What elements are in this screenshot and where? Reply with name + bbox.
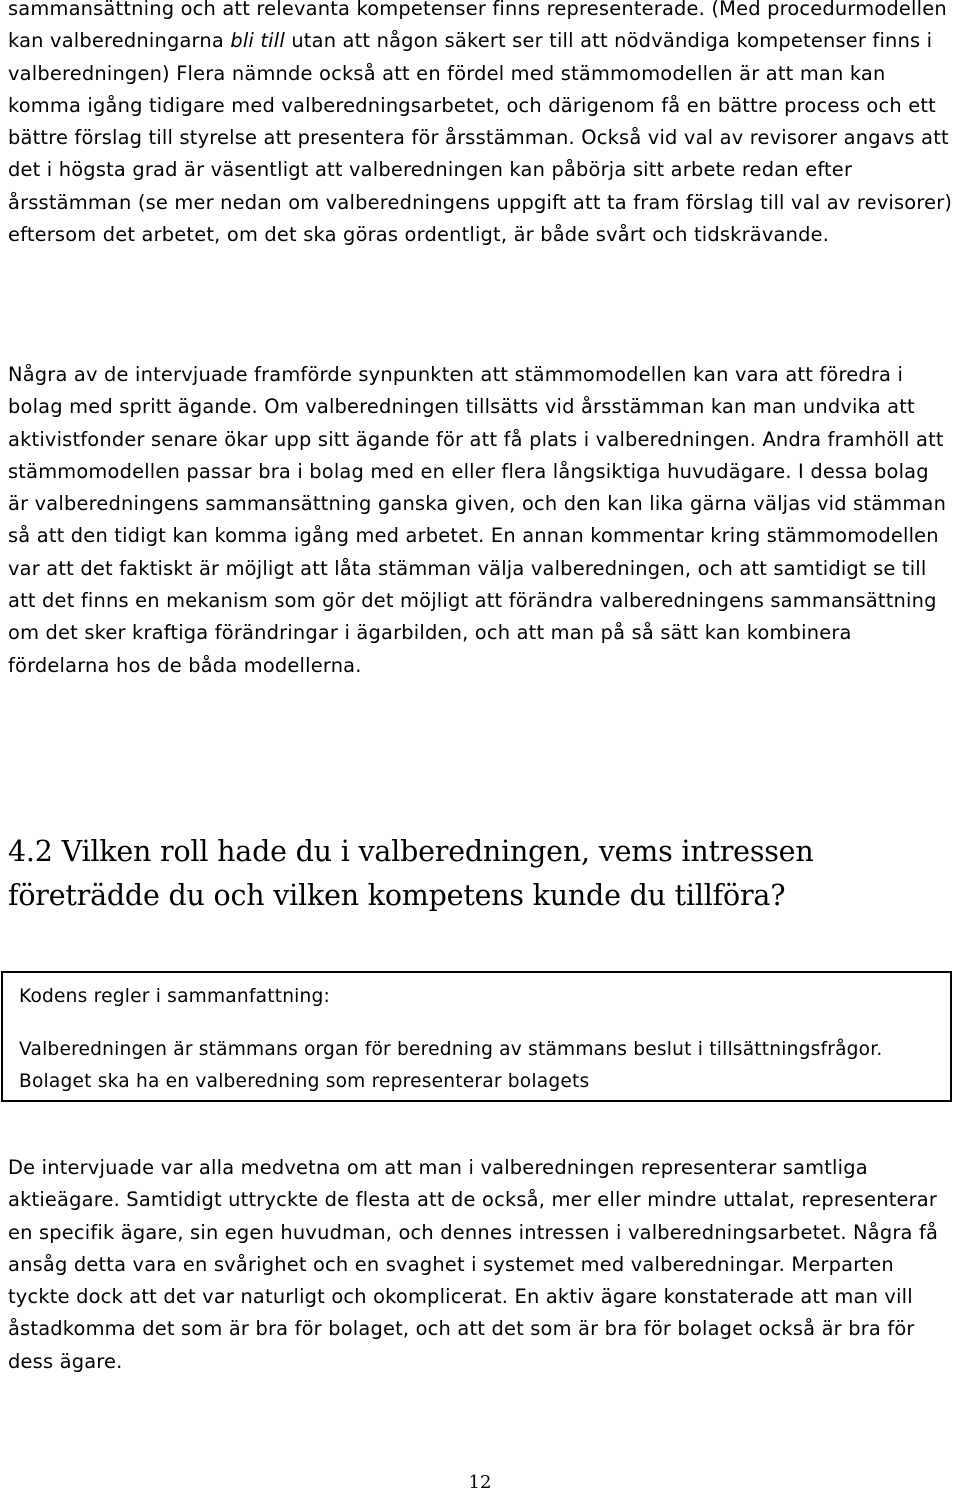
- code-rules-summary-box: [1, 971, 952, 1102]
- code-rules-summary-text: Valberedningen är stämmans organ för beredning av stämmans beslut i tillsättningsfrågor. Bolaget ska ha en valberedning som representerar bolagets: [19, 1039, 883, 1092]
- page-number: 12: [468, 1472, 492, 1493]
- paragraph-representation: De intervjuade var alla medvetna om att man i valberedningen representerar samtliga aktieägare. Samtidigt uttryckte de flesta att de också, mer eller mindre uttalat, representerar en specifik ägare, sin egen huvudman, och dennes intressen i valberedningsarbetet. Några få ansåg detta vara en svårighet och en svaghet i systemet med valberedningar. Merparten tyckte dock att det var naturligt och okomplicerat. En aktiv ägare konstaterade att man vill åstadkomma det som är bra för bolaget, och att det som är bra för bolaget också är bra för dess ägare.: [8, 1156, 939, 1373]
- emphasis-bli-till: bli till: [230, 29, 285, 53]
- paragraph-stammomodellen-advantages: [8, 0, 953, 251]
- paragraph-1-text-start: sammansättning och att relevanta kompetenser finns representerade. (Med procedurmodellen kan valberedningarna: [8, 0, 947, 53]
- code-rules-summary-title: Kodens regler i sammanfattning:: [19, 986, 330, 1007]
- section-heading-4-2: 4.2 Vilken roll hade du i valberedningen, vems intressen företrädde du och vilken kompetens kunde du tillföra?: [8, 835, 814, 912]
- paragraph-1-text-end: utan att någon säkert ser till att nödvändiga kompetenser finns i valberedningen) Flera nämnde också att en fördel med stämmomodellen är att man kan komma igång tidigare med valberedningsarbetet, och därigenom få en bättre process och ett bättre förslag till styrelse att presentera för årsstämman. Också vid val av revisorer angavs att det i högsta grad är väsentligt att valberedningen kan påbörja sitt arbete redan efter årsstämman (se mer nedan om valberedningens uppgift att ta fram förslag till val av revisorer) eftersom det arbetet, om det ska göras ordentligt, är både svårt och tidskrävande.: [8, 29, 953, 247]
- paragraph-spread-ownership: Några av de intervjuade framförde synpunkten att stämmomodellen kan vara att föredra i bolag med spritt ägande. Om valberedningen tillsätts vid årsstämman kan man undvika att aktivistfonder senare ökar upp sitt ägande för att få plats i valberedningen. Andra framhöll att stämmomodellen passar bra i bolag med en eller flera långsiktiga huvudägare. I dessa bolag är valberedningens sammansättning ganska given, och den kan lika gärna väljas vid stämman så att den tidigt kan komma igång med arbetet. En annan kommentar kring stämmomodellen var att det faktiskt är möjligt att låta stämman välja valberedningen, och att samtidigt se till att det finns en mekanism som gör det möjligt att förändra valberedningens sammansättning om det sker kraftiga förändringar i ägarbilden, och att man på så sätt kan kombinera fördelarna hos de båda modellerna.: [8, 363, 947, 677]
